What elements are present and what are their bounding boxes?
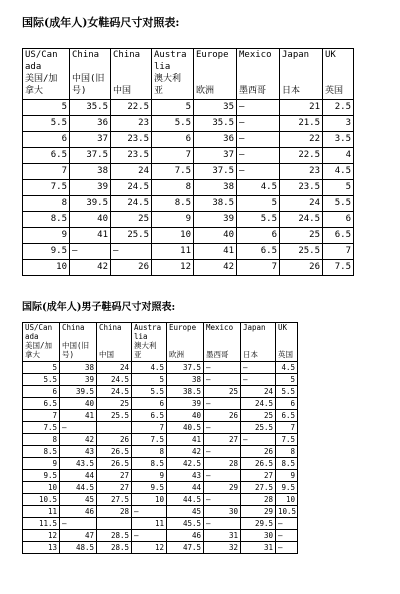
men-table-row bbox=[23, 506, 298, 518]
women-table-row bbox=[23, 164, 354, 180]
women-table-cell: – bbox=[237, 132, 280, 148]
women-table-cell: 22.5 bbox=[111, 100, 152, 116]
women-table-cell: – bbox=[237, 116, 280, 132]
women-table-cell: 6 bbox=[23, 132, 70, 148]
men-table-cell: 6.5 bbox=[132, 410, 167, 422]
men-table-cell: 25 bbox=[241, 410, 276, 422]
men-table-cell: 8.5 bbox=[23, 446, 60, 458]
men-table-cell: 9.5 bbox=[132, 482, 167, 494]
men-table-cell: 9 bbox=[276, 470, 298, 482]
men-table-cell: 25.5 bbox=[241, 422, 276, 434]
men-table-cell: 42 bbox=[60, 434, 97, 446]
women-table-cell: 2.5 bbox=[323, 100, 354, 116]
men-table-row bbox=[23, 494, 298, 506]
women-header-cell: China 中国 bbox=[111, 49, 152, 100]
men-table-cell: 12 bbox=[132, 542, 167, 554]
women-table-row bbox=[23, 228, 354, 244]
women-table-cell: 3 bbox=[323, 116, 354, 132]
women-table-cell: 23.5 bbox=[280, 180, 323, 196]
men-table-cell: – bbox=[204, 470, 241, 482]
men-table-cell: 8.5 bbox=[276, 458, 298, 470]
men-table-cell: 7 bbox=[276, 422, 298, 434]
men-table-cell: – bbox=[204, 374, 241, 386]
men-table-row bbox=[23, 374, 298, 386]
men-table-cell: 10 bbox=[276, 494, 298, 506]
women-table-cell: 36 bbox=[70, 116, 111, 132]
men-table-cell: 39 bbox=[60, 374, 97, 386]
women-table-cell: 35 bbox=[194, 100, 237, 116]
women-table-cell: 24 bbox=[111, 164, 152, 180]
men-table-cell: 46 bbox=[60, 506, 97, 518]
women-table-cell: 5 bbox=[23, 100, 70, 116]
men-table-cell: 6.5 bbox=[276, 410, 298, 422]
men-table-cell: 25.5 bbox=[97, 410, 132, 422]
women-header-cell: UK 英国 bbox=[323, 49, 354, 100]
men-table-cell: 10 bbox=[132, 494, 167, 506]
men-table-cell: 41 bbox=[60, 410, 97, 422]
women-table-cell: 5.5 bbox=[23, 116, 70, 132]
women-table-row bbox=[23, 260, 354, 276]
women-table-cell: 7 bbox=[323, 244, 354, 260]
women-table-cell: – bbox=[111, 244, 152, 260]
women-table-cell: 39 bbox=[70, 180, 111, 196]
men-table-cell: 26 bbox=[241, 446, 276, 458]
women-table-cell: 24 bbox=[280, 196, 323, 212]
women-table-cell: – bbox=[237, 164, 280, 180]
women-table-cell: 11 bbox=[152, 244, 194, 260]
men-table-cell bbox=[97, 422, 132, 434]
women-table-cell: 10 bbox=[152, 228, 194, 244]
men-header-cell: China 中国(旧 号) bbox=[60, 323, 97, 362]
men-table-cell: – bbox=[204, 494, 241, 506]
men-table-cell: – bbox=[204, 398, 241, 410]
men-table-row bbox=[23, 458, 298, 470]
men-table-cell: 12 bbox=[23, 530, 60, 542]
women-table-cell: 8.5 bbox=[23, 212, 70, 228]
men-table-cell: 26 bbox=[97, 434, 132, 446]
men-table-cell: 28.5 bbox=[97, 542, 132, 554]
men-table-cell: 11 bbox=[132, 518, 167, 530]
men-table-cell: 39.5 bbox=[60, 386, 97, 398]
men-table-cell: 6 bbox=[276, 398, 298, 410]
men-table-cell: 48.5 bbox=[60, 542, 97, 554]
women-table-cell: 37 bbox=[194, 148, 237, 164]
men-table-cell: 5.5 bbox=[23, 374, 60, 386]
men-table-row bbox=[23, 410, 298, 422]
men-table-cell: 5.5 bbox=[132, 386, 167, 398]
men-table-cell: 29 bbox=[204, 482, 241, 494]
men-table-cell: – bbox=[204, 446, 241, 458]
men-table-cell: 44 bbox=[167, 482, 204, 494]
men-table-cell: 40.5 bbox=[167, 422, 204, 434]
men-table-cell: 43 bbox=[167, 470, 204, 482]
women-table-cell: 7.5 bbox=[323, 260, 354, 276]
women-table-cell: 42 bbox=[70, 260, 111, 276]
women-table-cell: 6 bbox=[323, 212, 354, 228]
men-table-row bbox=[23, 386, 298, 398]
women-table-cell: 23.5 bbox=[111, 148, 152, 164]
men-header-cell: Europe 欧洲 bbox=[167, 323, 204, 362]
women-size-chart-title: 国际(成年人)女鞋码尺寸对照表: bbox=[22, 16, 180, 29]
women-header-cell: US/Can ada 美国/加 拿大 bbox=[23, 49, 70, 100]
women-header-cell: Europe 欧洲 bbox=[194, 49, 237, 100]
men-table-cell: 5.5 bbox=[276, 386, 298, 398]
men-table-cell: 6 bbox=[132, 398, 167, 410]
men-table-cell: 9.5 bbox=[276, 482, 298, 494]
men-table-cell: 7 bbox=[23, 410, 60, 422]
men-table-cell: – bbox=[204, 422, 241, 434]
men-table-cell: 41 bbox=[167, 434, 204, 446]
women-table-cell: 37 bbox=[70, 132, 111, 148]
men-table-cell: 26.5 bbox=[241, 458, 276, 470]
men-table-cell: 9 bbox=[23, 458, 60, 470]
women-header-cell: Mexico 墨西哥 bbox=[237, 49, 280, 100]
women-table-cell: 26 bbox=[111, 260, 152, 276]
men-table-cell: 44.5 bbox=[167, 494, 204, 506]
men-table-row bbox=[23, 446, 298, 458]
men-table-cell: 31 bbox=[241, 542, 276, 554]
men-table-cell: – bbox=[60, 518, 97, 530]
men-table-cell: 8 bbox=[276, 446, 298, 458]
men-table-cell: 45 bbox=[60, 494, 97, 506]
women-table-cell: 42 bbox=[194, 260, 237, 276]
men-table-cell: – bbox=[241, 374, 276, 386]
men-table-cell: 24.5 bbox=[97, 374, 132, 386]
women-table-row bbox=[23, 196, 354, 212]
women-table-cell: 35.5 bbox=[194, 116, 237, 132]
women-table-row bbox=[23, 180, 354, 196]
women-table-cell: 41 bbox=[70, 228, 111, 244]
men-table-cell: – bbox=[241, 434, 276, 446]
men-table-cell: 44 bbox=[60, 470, 97, 482]
men-table-cell: 24.5 bbox=[97, 386, 132, 398]
men-table-cell: 28.5 bbox=[97, 530, 132, 542]
men-table-cell: 9.5 bbox=[23, 470, 60, 482]
men-table-cell: 28 bbox=[241, 494, 276, 506]
men-table-cell: 44.5 bbox=[60, 482, 97, 494]
women-table-cell: 21.5 bbox=[280, 116, 323, 132]
women-table-cell: 6 bbox=[152, 132, 194, 148]
men-table-cell: 6.5 bbox=[23, 398, 60, 410]
women-table-cell: – bbox=[70, 244, 111, 260]
men-table-cell: – bbox=[276, 530, 298, 542]
men-table-row bbox=[23, 518, 298, 530]
women-table-cell: 8.5 bbox=[152, 196, 194, 212]
men-table-cell: 11.5 bbox=[23, 518, 60, 530]
women-table-cell: 5.5 bbox=[237, 212, 280, 228]
men-table-cell: 42 bbox=[167, 446, 204, 458]
women-table-cell: 26 bbox=[280, 260, 323, 276]
men-table-cell: 27 bbox=[97, 482, 132, 494]
women-table-cell: 5 bbox=[237, 196, 280, 212]
women-table-cell: 35.5 bbox=[70, 100, 111, 116]
women-table-cell: 10 bbox=[23, 260, 70, 276]
women-table-cell: 7 bbox=[237, 260, 280, 276]
men-table-cell: 7.5 bbox=[276, 434, 298, 446]
men-table-cell: 29 bbox=[241, 506, 276, 518]
women-table-row bbox=[23, 148, 354, 164]
men-table-row bbox=[23, 482, 298, 494]
men-table-cell: 29.5 bbox=[241, 518, 276, 530]
women-table-cell: 24.5 bbox=[111, 180, 152, 196]
men-table-row bbox=[23, 422, 298, 434]
women-table-cell: 23 bbox=[111, 116, 152, 132]
men-table-cell: 25 bbox=[204, 386, 241, 398]
women-table-cell: 7 bbox=[23, 164, 70, 180]
men-table-cell: 5 bbox=[132, 374, 167, 386]
men-table-row bbox=[23, 470, 298, 482]
men-table-cell: 45 bbox=[167, 506, 204, 518]
women-table-cell: 22.5 bbox=[280, 148, 323, 164]
men-table-cell: 30 bbox=[204, 506, 241, 518]
men-header-cell: Austra lia 澳大利 亚 bbox=[132, 323, 167, 362]
men-table-cell bbox=[97, 518, 132, 530]
women-table-cell: 38.5 bbox=[194, 196, 237, 212]
women-table-cell: 8 bbox=[23, 196, 70, 212]
men-table-cell: 6 bbox=[23, 386, 60, 398]
men-table-cell: 42.5 bbox=[167, 458, 204, 470]
women-table-cell: 5.5 bbox=[152, 116, 194, 132]
women-table-row bbox=[23, 132, 354, 148]
women-table-cell: 40 bbox=[194, 228, 237, 244]
men-table-cell: 26 bbox=[204, 410, 241, 422]
women-table-row bbox=[23, 244, 354, 260]
men-table-cell: 10.5 bbox=[276, 506, 298, 518]
men-table-cell: 40 bbox=[60, 398, 97, 410]
women-table-cell: – bbox=[237, 100, 280, 116]
men-table-cell: 24 bbox=[241, 386, 276, 398]
women-table-cell: 6.5 bbox=[237, 244, 280, 260]
men-table-cell: – bbox=[204, 518, 241, 530]
women-table-cell: 22 bbox=[280, 132, 323, 148]
men-table-cell: 8 bbox=[23, 434, 60, 446]
men-table-row bbox=[23, 362, 298, 374]
men-table-cell: 27 bbox=[241, 470, 276, 482]
women-table-cell: 6.5 bbox=[23, 148, 70, 164]
women-table-cell: 41 bbox=[194, 244, 237, 260]
women-table-row bbox=[23, 212, 354, 228]
women-table-cell: 5 bbox=[152, 100, 194, 116]
men-table-cell: 31 bbox=[204, 530, 241, 542]
men-table-cell: 8.5 bbox=[132, 458, 167, 470]
women-table-cell: 8 bbox=[152, 180, 194, 196]
men-table-cell: 24 bbox=[97, 362, 132, 374]
women-table-cell: 24.5 bbox=[111, 196, 152, 212]
women-table-cell: 25 bbox=[280, 228, 323, 244]
women-table-cell: 37.5 bbox=[70, 148, 111, 164]
men-table-cell: – bbox=[241, 362, 276, 374]
women-table-row bbox=[23, 100, 354, 116]
men-table-row bbox=[23, 398, 298, 410]
women-table-cell: – bbox=[237, 148, 280, 164]
women-table-cell: 23.5 bbox=[111, 132, 152, 148]
men-table-cell: 43.5 bbox=[60, 458, 97, 470]
men-table-cell: 37.5 bbox=[167, 362, 204, 374]
women-table-cell: 4 bbox=[323, 148, 354, 164]
men-header-cell: US/Can ada 美国/加 拿大 bbox=[23, 323, 60, 362]
women-table-cell: 25.5 bbox=[280, 244, 323, 260]
men-table-cell: 7.5 bbox=[132, 434, 167, 446]
men-table-cell: 38.5 bbox=[167, 386, 204, 398]
men-table-cell: 25 bbox=[97, 398, 132, 410]
women-table-cell: 7.5 bbox=[152, 164, 194, 180]
women-table-cell: 3.5 bbox=[323, 132, 354, 148]
women-header-cell: Japan 日本 bbox=[280, 49, 323, 100]
men-table-cell: 27.5 bbox=[241, 482, 276, 494]
women-table-cell: 6.5 bbox=[323, 228, 354, 244]
men-table-cell: 9 bbox=[132, 470, 167, 482]
men-table-cell: – bbox=[204, 362, 241, 374]
men-size-chart-title: 国际(成年人)男子鞋码尺寸对照表: bbox=[22, 302, 176, 313]
men-table-cell: 4.5 bbox=[132, 362, 167, 374]
women-table-cell: 12 bbox=[152, 260, 194, 276]
women-table-cell: 21 bbox=[280, 100, 323, 116]
men-header-cell: Mexico 墨西哥 bbox=[204, 323, 241, 362]
women-table-cell: 38 bbox=[194, 180, 237, 196]
men-table-cell: – bbox=[132, 506, 167, 518]
men-table-cell: 26.5 bbox=[97, 446, 132, 458]
men-header-cell: UK 英国 bbox=[276, 323, 298, 362]
women-table-cell: 4.5 bbox=[323, 164, 354, 180]
men-table-cell: – bbox=[276, 518, 298, 530]
men-table-cell: 11 bbox=[23, 506, 60, 518]
men-table-cell: 27.5 bbox=[97, 494, 132, 506]
men-table-cell: 24.5 bbox=[241, 398, 276, 410]
women-table-cell: 39 bbox=[194, 212, 237, 228]
men-table-cell: 45.5 bbox=[167, 518, 204, 530]
men-table-cell: 47.5 bbox=[167, 542, 204, 554]
men-table-cell: – bbox=[132, 530, 167, 542]
men-table-row bbox=[23, 530, 298, 542]
men-table-cell: 5 bbox=[276, 374, 298, 386]
men-table-cell: 5 bbox=[23, 362, 60, 374]
men-table-cell: 46 bbox=[167, 530, 204, 542]
women-table-cell: 40 bbox=[70, 212, 111, 228]
men-table-cell: 27 bbox=[97, 470, 132, 482]
women-table-cell: 4.5 bbox=[237, 180, 280, 196]
women-table-cell: 7.5 bbox=[23, 180, 70, 196]
men-header-cell: Japan 日本 bbox=[241, 323, 276, 362]
women-header-cell: China 中国(旧 号) bbox=[70, 49, 111, 100]
women-header-cell: Austra lia 澳大利 亚 bbox=[152, 49, 194, 100]
men-table-cell: 38 bbox=[167, 374, 204, 386]
men-table-cell: 4.5 bbox=[276, 362, 298, 374]
men-table-cell: 7.5 bbox=[23, 422, 60, 434]
men-table-cell: 7 bbox=[132, 422, 167, 434]
men-table-cell: 43 bbox=[60, 446, 97, 458]
men-table-cell: 28 bbox=[204, 458, 241, 470]
men-header-row bbox=[23, 323, 298, 362]
men-table-cell: – bbox=[60, 422, 97, 434]
women-table-cell: 7 bbox=[152, 148, 194, 164]
men-table-row bbox=[23, 542, 298, 554]
women-table-cell: 39.5 bbox=[70, 196, 111, 212]
women-header-row bbox=[23, 49, 354, 100]
men-table-cell: 10 bbox=[23, 482, 60, 494]
women-table-cell: 9.5 bbox=[23, 244, 70, 260]
women-table-cell: 38 bbox=[70, 164, 111, 180]
men-table-cell: – bbox=[276, 542, 298, 554]
men-table-cell: 47 bbox=[60, 530, 97, 542]
women-size-table bbox=[22, 48, 354, 276]
men-header-cell: China 中国 bbox=[97, 323, 132, 362]
men-table-cell: 28 bbox=[97, 506, 132, 518]
women-table-cell: 6 bbox=[237, 228, 280, 244]
men-table-cell: 38 bbox=[60, 362, 97, 374]
women-table-cell: 37.5 bbox=[194, 164, 237, 180]
men-table-cell: 10.5 bbox=[23, 494, 60, 506]
women-table-cell: 24.5 bbox=[280, 212, 323, 228]
men-table-cell: 40 bbox=[167, 410, 204, 422]
men-table-cell: 8 bbox=[132, 446, 167, 458]
women-table-cell: 23 bbox=[280, 164, 323, 180]
men-table-cell: 32 bbox=[204, 542, 241, 554]
men-table-cell: 13 bbox=[23, 542, 60, 554]
women-table-cell: 9 bbox=[152, 212, 194, 228]
women-table-row bbox=[23, 116, 354, 132]
men-table-cell: 26.5 bbox=[97, 458, 132, 470]
women-table-cell: 5 bbox=[323, 180, 354, 196]
women-table-cell: 25 bbox=[111, 212, 152, 228]
women-table-cell: 36 bbox=[194, 132, 237, 148]
women-table-cell: 9 bbox=[23, 228, 70, 244]
men-table-row bbox=[23, 434, 298, 446]
men-table-cell: 39 bbox=[167, 398, 204, 410]
women-table-cell: 25.5 bbox=[111, 228, 152, 244]
women-table-cell: 5.5 bbox=[323, 196, 354, 212]
men-size-table bbox=[22, 322, 298, 554]
men-table-cell: 30 bbox=[241, 530, 276, 542]
men-table-cell: 27 bbox=[204, 434, 241, 446]
